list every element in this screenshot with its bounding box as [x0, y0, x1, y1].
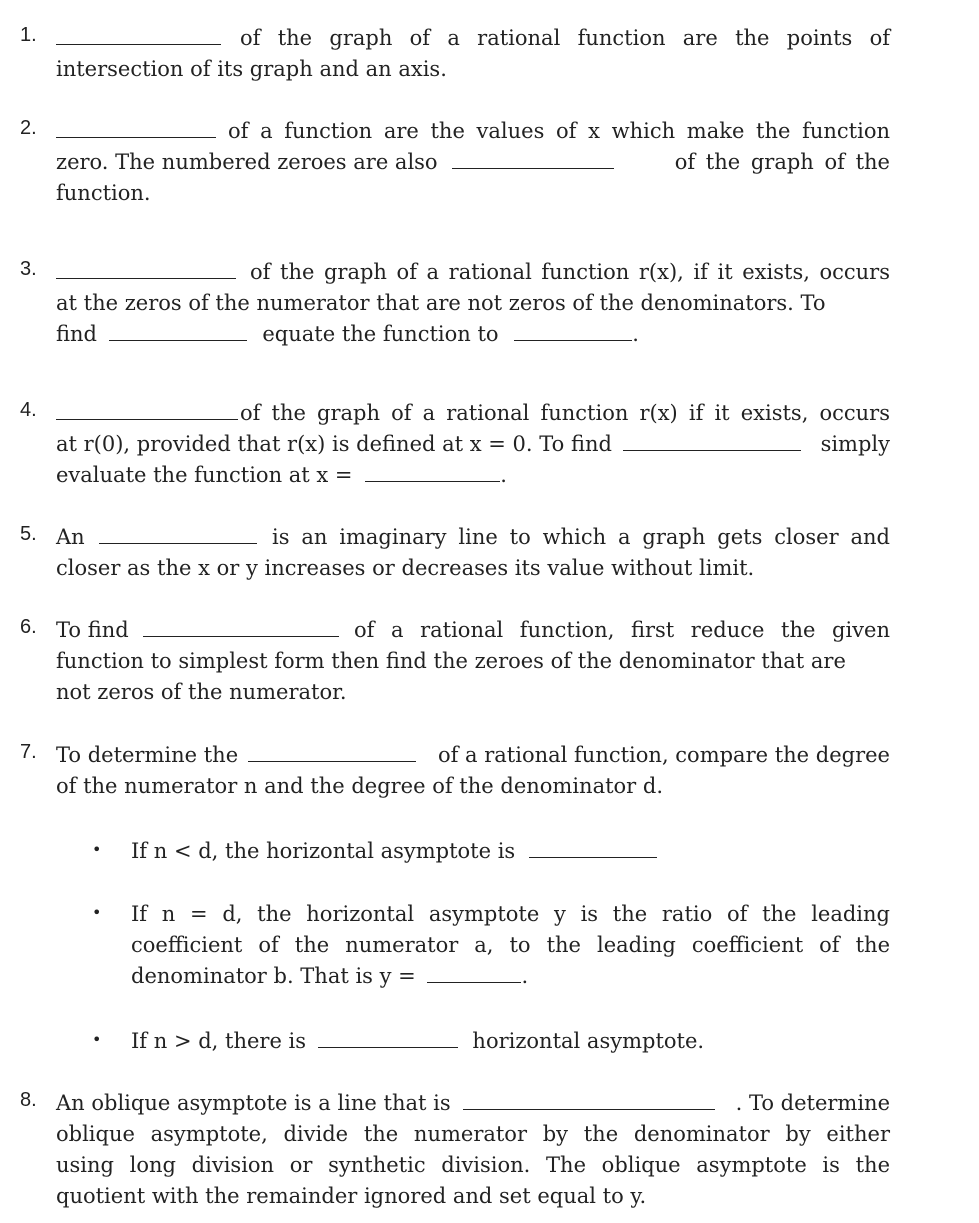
bullet: •	[92, 1030, 102, 1049]
bullet-text: If n < d, the horizontal asymptote is	[131, 839, 516, 863]
answer-blank[interactable]	[248, 742, 416, 762]
item-text: evaluate the function at x =	[56, 463, 353, 487]
item-text: zero. The numbered zeroes are also	[56, 150, 438, 174]
item-text: of the numerator n and the degree of the denominator d.	[56, 774, 664, 798]
item-text: .	[500, 463, 507, 487]
item-number: 4.	[20, 399, 37, 421]
bullet-text: If n > d, there is	[131, 1029, 307, 1053]
item-text: oblique asymptote, divide the numerator by the denominator by either	[56, 1122, 890, 1146]
answer-blank[interactable]	[56, 118, 216, 138]
answer-blank[interactable]	[427, 963, 521, 983]
item-number: 7.	[20, 741, 37, 763]
item-text: To determine the	[56, 743, 239, 767]
item-text: An oblique asymptote is a line that is	[56, 1091, 451, 1115]
item-text: of the graph of a rational function r(x), if it exists, occurs	[250, 260, 890, 284]
item-number: 5.	[20, 523, 37, 545]
bullet-text: denominator b. That is y =	[131, 964, 416, 988]
item-text: using long division or synthetic division. The oblique asymptote is the	[56, 1153, 890, 1177]
answer-blank[interactable]	[109, 321, 247, 341]
item-text: closer as the x or y increases or decreases its value without limit.	[56, 556, 755, 580]
item-text: find	[56, 322, 97, 346]
item-number: 1.	[20, 24, 37, 46]
item-text: of a rational function, first reduce the given	[353, 618, 890, 642]
bullet-text: coefficient of the numerator a, to the leading coefficient of the	[131, 933, 890, 957]
bullet: •	[92, 903, 102, 922]
item-text: of the graph of a rational function are the points of	[240, 26, 890, 50]
item-text: intersection of its graph and an axis.	[56, 57, 447, 81]
answer-blank[interactable]	[99, 524, 257, 544]
item-text: of the graph of a rational function r(x) if it exists, occurs	[240, 401, 890, 425]
item-text: equate the function to	[262, 322, 499, 346]
item-text: To find	[56, 618, 129, 642]
item-text: An	[56, 525, 85, 549]
bullet-text: horizontal asymptote.	[472, 1029, 705, 1053]
answer-blank[interactable]	[365, 462, 500, 482]
bullet-text: If n = d, the horizontal asymptote y is the ratio of the leading	[131, 902, 890, 926]
item-text: not zeros of the numerator.	[56, 680, 347, 704]
answer-blank[interactable]	[463, 1090, 715, 1110]
answer-blank[interactable]	[143, 617, 339, 637]
item-text: of the graph of the	[674, 150, 890, 174]
answer-blank[interactable]	[452, 149, 614, 169]
item-text: at r(0), provided that r(x) is defined at x = 0. To find	[56, 432, 612, 456]
item-text: function.	[56, 181, 151, 205]
item-number: 3.	[20, 258, 37, 280]
item-number: 2.	[20, 117, 37, 139]
bullet-text: .	[521, 964, 529, 988]
answer-blank[interactable]	[529, 838, 657, 858]
item-number: 6.	[20, 616, 37, 638]
answer-blank[interactable]	[318, 1028, 458, 1048]
item-text: of a function are the values of x which make the function	[228, 119, 890, 143]
item-text: simply	[820, 432, 890, 456]
item-text: of a rational function, compare the degree	[437, 743, 890, 767]
bullet: •	[92, 840, 102, 859]
answer-blank[interactable]	[56, 25, 221, 45]
answer-blank[interactable]	[514, 321, 632, 341]
answer-blank[interactable]	[623, 431, 801, 451]
item-number: 8.	[20, 1089, 37, 1111]
answer-blank[interactable]	[56, 259, 236, 279]
item-text: function to simplest form then find the zeroes of the denominator that are	[56, 649, 846, 673]
item-text: .	[632, 322, 639, 346]
item-text: at the zeros of the numerator that are not zeros of the denominators. To	[56, 291, 826, 315]
item-text: quotient with the remainder ignored and set equal to y.	[56, 1184, 647, 1208]
item-text: . To determine	[735, 1091, 890, 1115]
answer-blank[interactable]	[56, 400, 238, 420]
item-text: is an imaginary line to which a graph gets closer and	[271, 525, 890, 549]
